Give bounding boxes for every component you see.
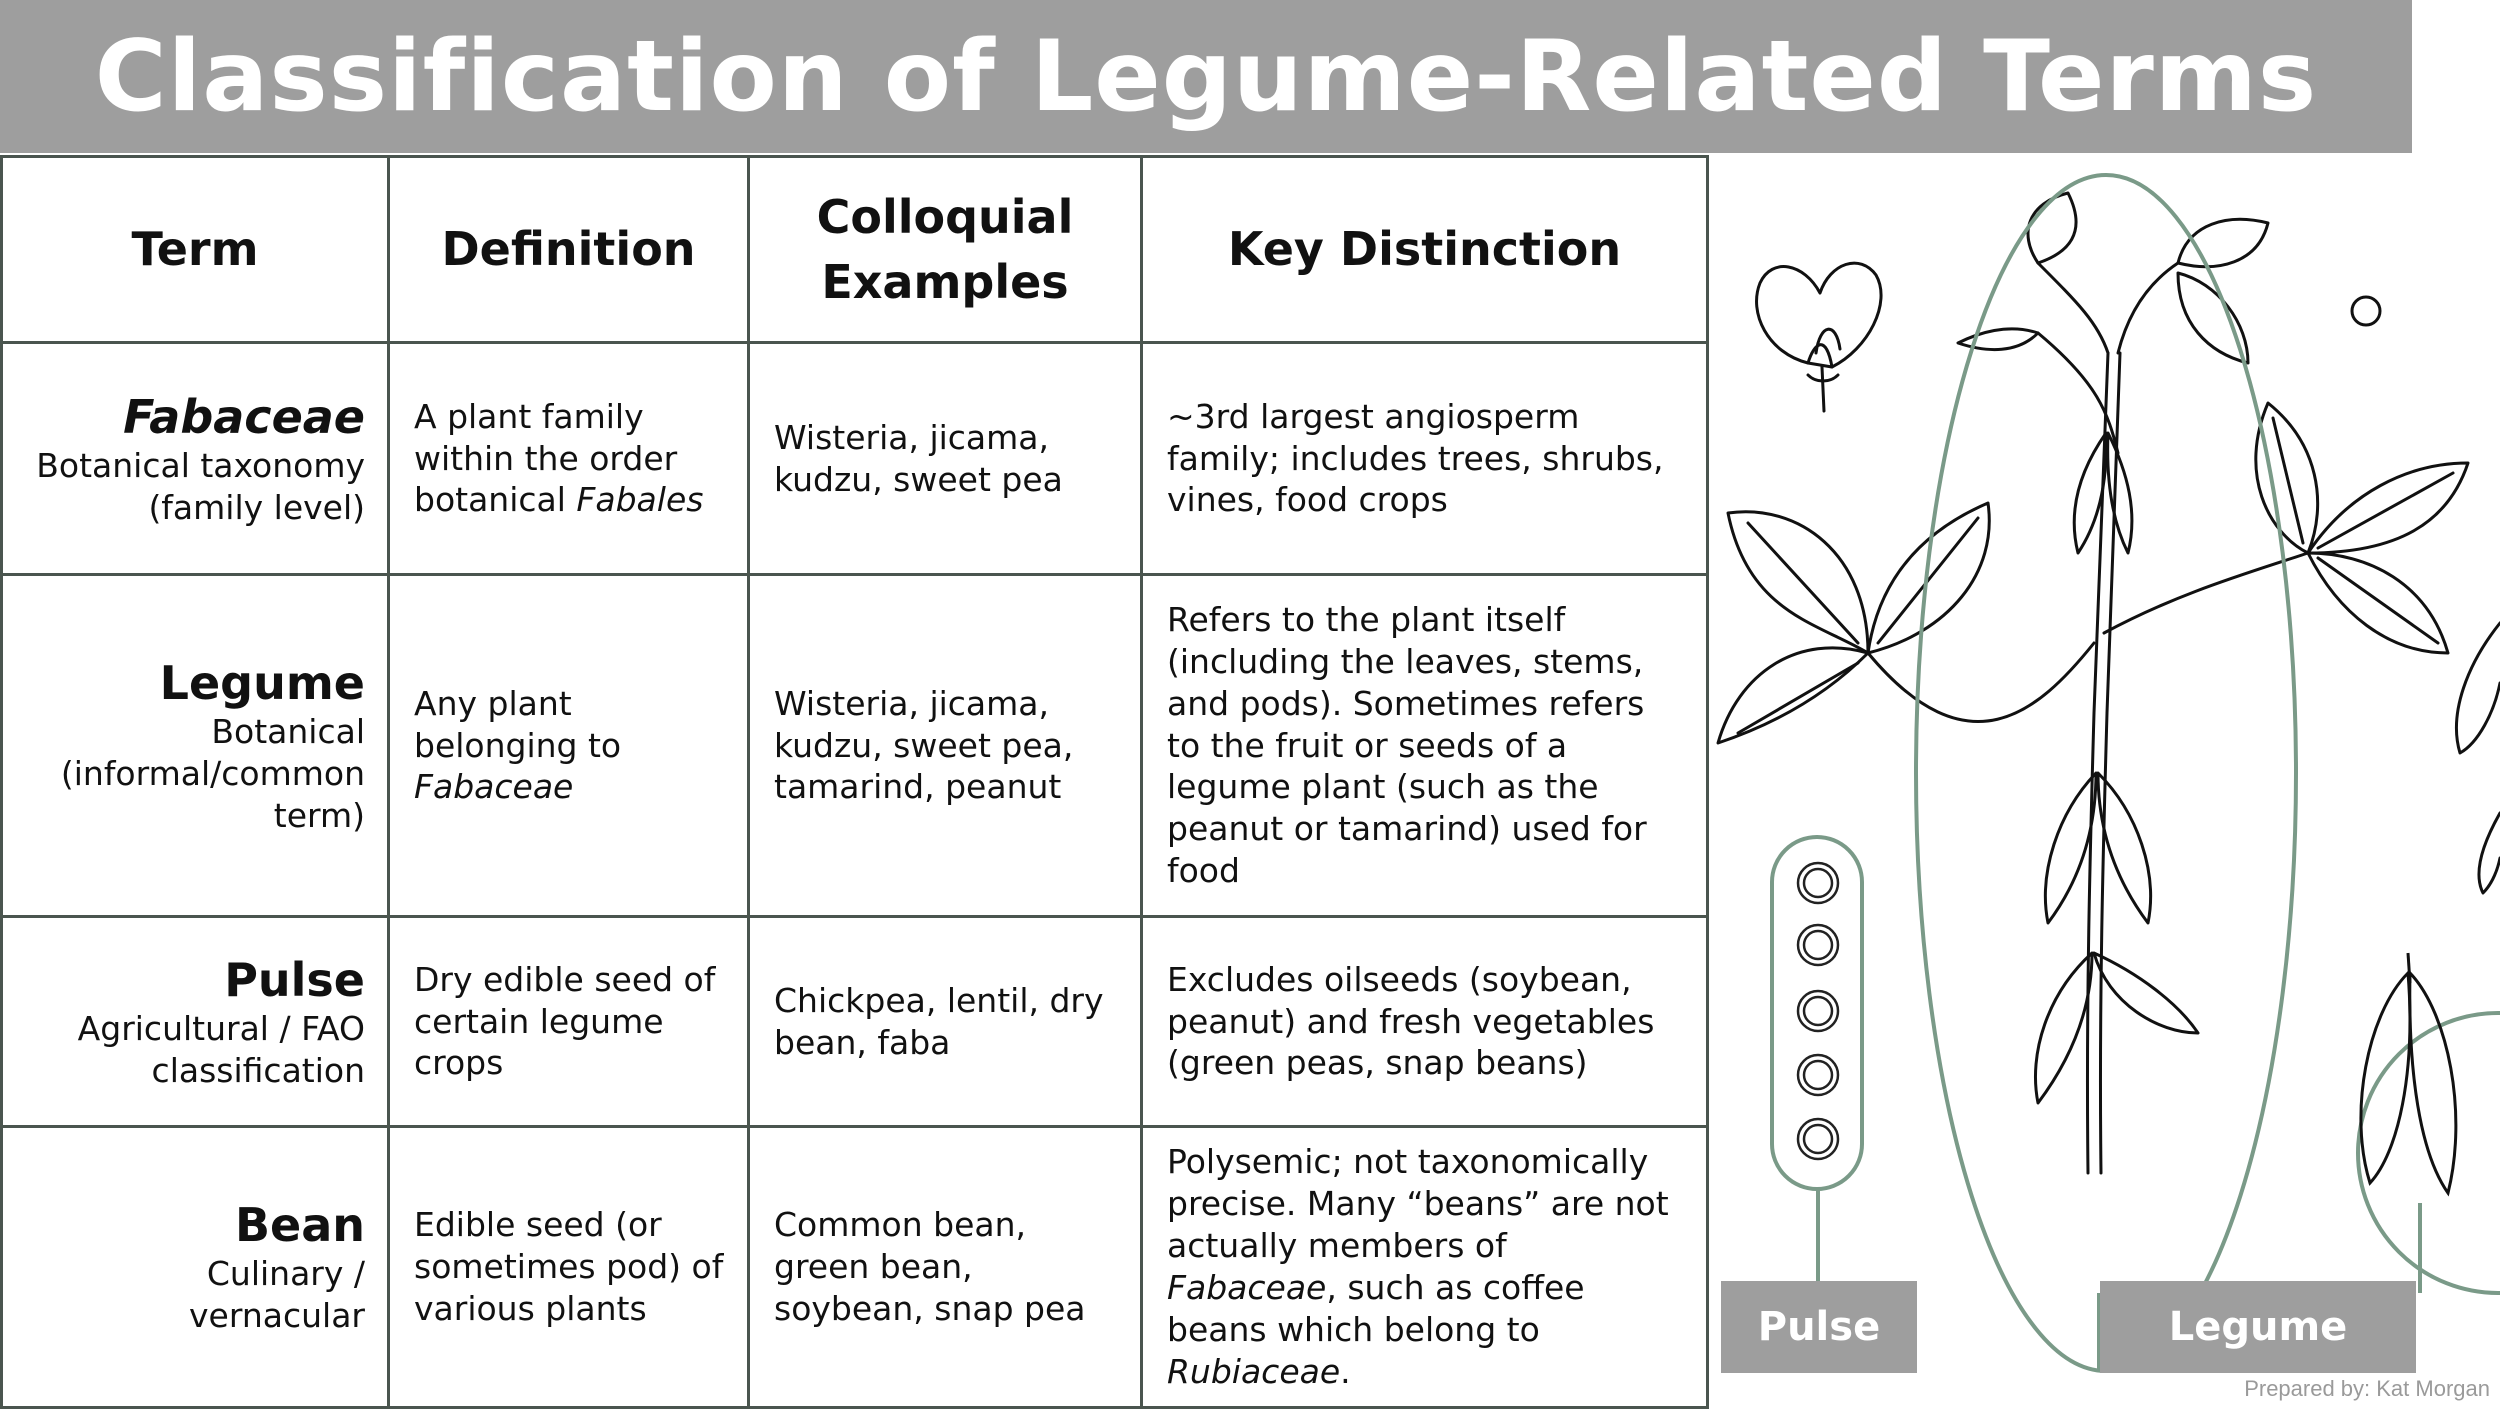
flower-icon xyxy=(1757,263,1882,411)
definition-text: Any plant belonging to xyxy=(414,683,622,765)
title-bar xyxy=(0,0,2412,153)
examples-cell: Common bean, green bean, soybean, snap pea xyxy=(749,1127,1142,1408)
pod-icon xyxy=(2035,433,2198,1103)
definition-cell xyxy=(389,1127,749,1408)
definition-italic: Fabales xyxy=(576,480,704,520)
distinction-italic-2: Rubiaceae xyxy=(1167,1351,1341,1391)
examples-cell: Wisteria, jicama, kudzu, sweet pea, tamarind, peanut xyxy=(749,575,1142,917)
header-term: Term xyxy=(2,157,389,343)
examples-cell: Chickpea, lentil, dry bean, faba xyxy=(749,917,1142,1127)
pulse-label: Pulse xyxy=(1721,1281,1917,1373)
legume-label: Legume xyxy=(2100,1281,2416,1373)
definition-text: Dry edible seed of certain legume crops xyxy=(414,959,716,1083)
pod-pair-icon xyxy=(2361,953,2456,1193)
definition-text: A plant family within the order botanical xyxy=(414,396,678,520)
definition-cell xyxy=(389,917,749,1127)
examples-cell: Wisteria, jicama, kudzu, sweet pea xyxy=(749,343,1142,575)
distinction-text-mid: , such as coffee beans which belong to xyxy=(1167,1268,1585,1349)
pod-icon xyxy=(2479,813,2500,893)
definition-cell xyxy=(389,343,749,575)
distinction-cell xyxy=(1142,1127,1708,1408)
term-name: Fabaceae xyxy=(123,389,365,444)
term-cell xyxy=(2,917,389,1127)
table-row xyxy=(2,917,1708,1127)
definition-text: Edible seed (or sometimes pod) of various plants xyxy=(414,1205,724,1328)
term-name: Bean xyxy=(234,1198,365,1253)
table-row xyxy=(2,1127,1708,1408)
seed-icon xyxy=(1798,863,1838,903)
table-row xyxy=(2,343,1708,575)
term-name: Pulse xyxy=(224,952,365,1007)
terms-table xyxy=(0,155,1709,1409)
seed-icon xyxy=(1798,925,1838,965)
term-cell xyxy=(2,575,389,917)
seed-icon xyxy=(2352,297,2380,325)
pod-icon xyxy=(2456,623,2500,753)
seed-icon xyxy=(1798,991,1838,1031)
seed-icon xyxy=(1798,1119,1838,1159)
term-category: Botanical (informal/common term) xyxy=(60,711,365,835)
distinction-text: Excludes oilseeds (soybean, peanut) and fresh vegetables (green peas, snap beans) xyxy=(1167,959,1655,1083)
term-cell xyxy=(2,343,389,575)
distinction-text: Polysemic; not taxonomically precise. Many “beans” are not actually members of xyxy=(1167,1142,1669,1266)
pulse-outline xyxy=(1772,837,1862,1189)
distinction-cell xyxy=(1142,343,1708,575)
header-definition: Definition xyxy=(389,157,749,343)
distinction-italic: Fabaceae xyxy=(1167,1268,1327,1307)
term-cell xyxy=(2,1127,389,1408)
credit-text: Prepared by: Kat Morgan xyxy=(2244,1376,2490,1401)
term-name: Legume xyxy=(159,655,365,710)
distinction-text-end: . xyxy=(1340,1351,1351,1391)
header-colloquial-examples: Colloquial Examples xyxy=(749,157,1142,343)
term-category: Botanical taxonomy (family level) xyxy=(36,445,365,527)
definition-italic: Fabaceae xyxy=(414,767,574,807)
seed-icon xyxy=(1798,1055,1838,1095)
distinction-text: Refers to the plant itself (including the leaves, stems, and pods). Sometimes refers to the fruit or seeds of a legume plant (such as the peanut or tamarind) used for food xyxy=(1167,599,1647,891)
term-category: Culinary / vernacular xyxy=(189,1254,365,1336)
page-title: Classification of Legume-Related Terms xyxy=(94,19,2318,134)
table-row xyxy=(2,575,1708,917)
definition-cell xyxy=(389,575,749,917)
term-category: Agricultural / FAO classification xyxy=(77,1008,365,1090)
header-key-distinction: Key Distinction xyxy=(1142,157,1708,343)
distinction-cell xyxy=(1142,575,1708,917)
table-header-row xyxy=(2,157,1708,343)
distinction-cell xyxy=(1142,917,1708,1127)
legume-illustration xyxy=(1708,153,2500,1406)
distinction-text: ~3rd largest angiosperm family; includes trees, shrubs, vines, food crops xyxy=(1167,396,1664,520)
